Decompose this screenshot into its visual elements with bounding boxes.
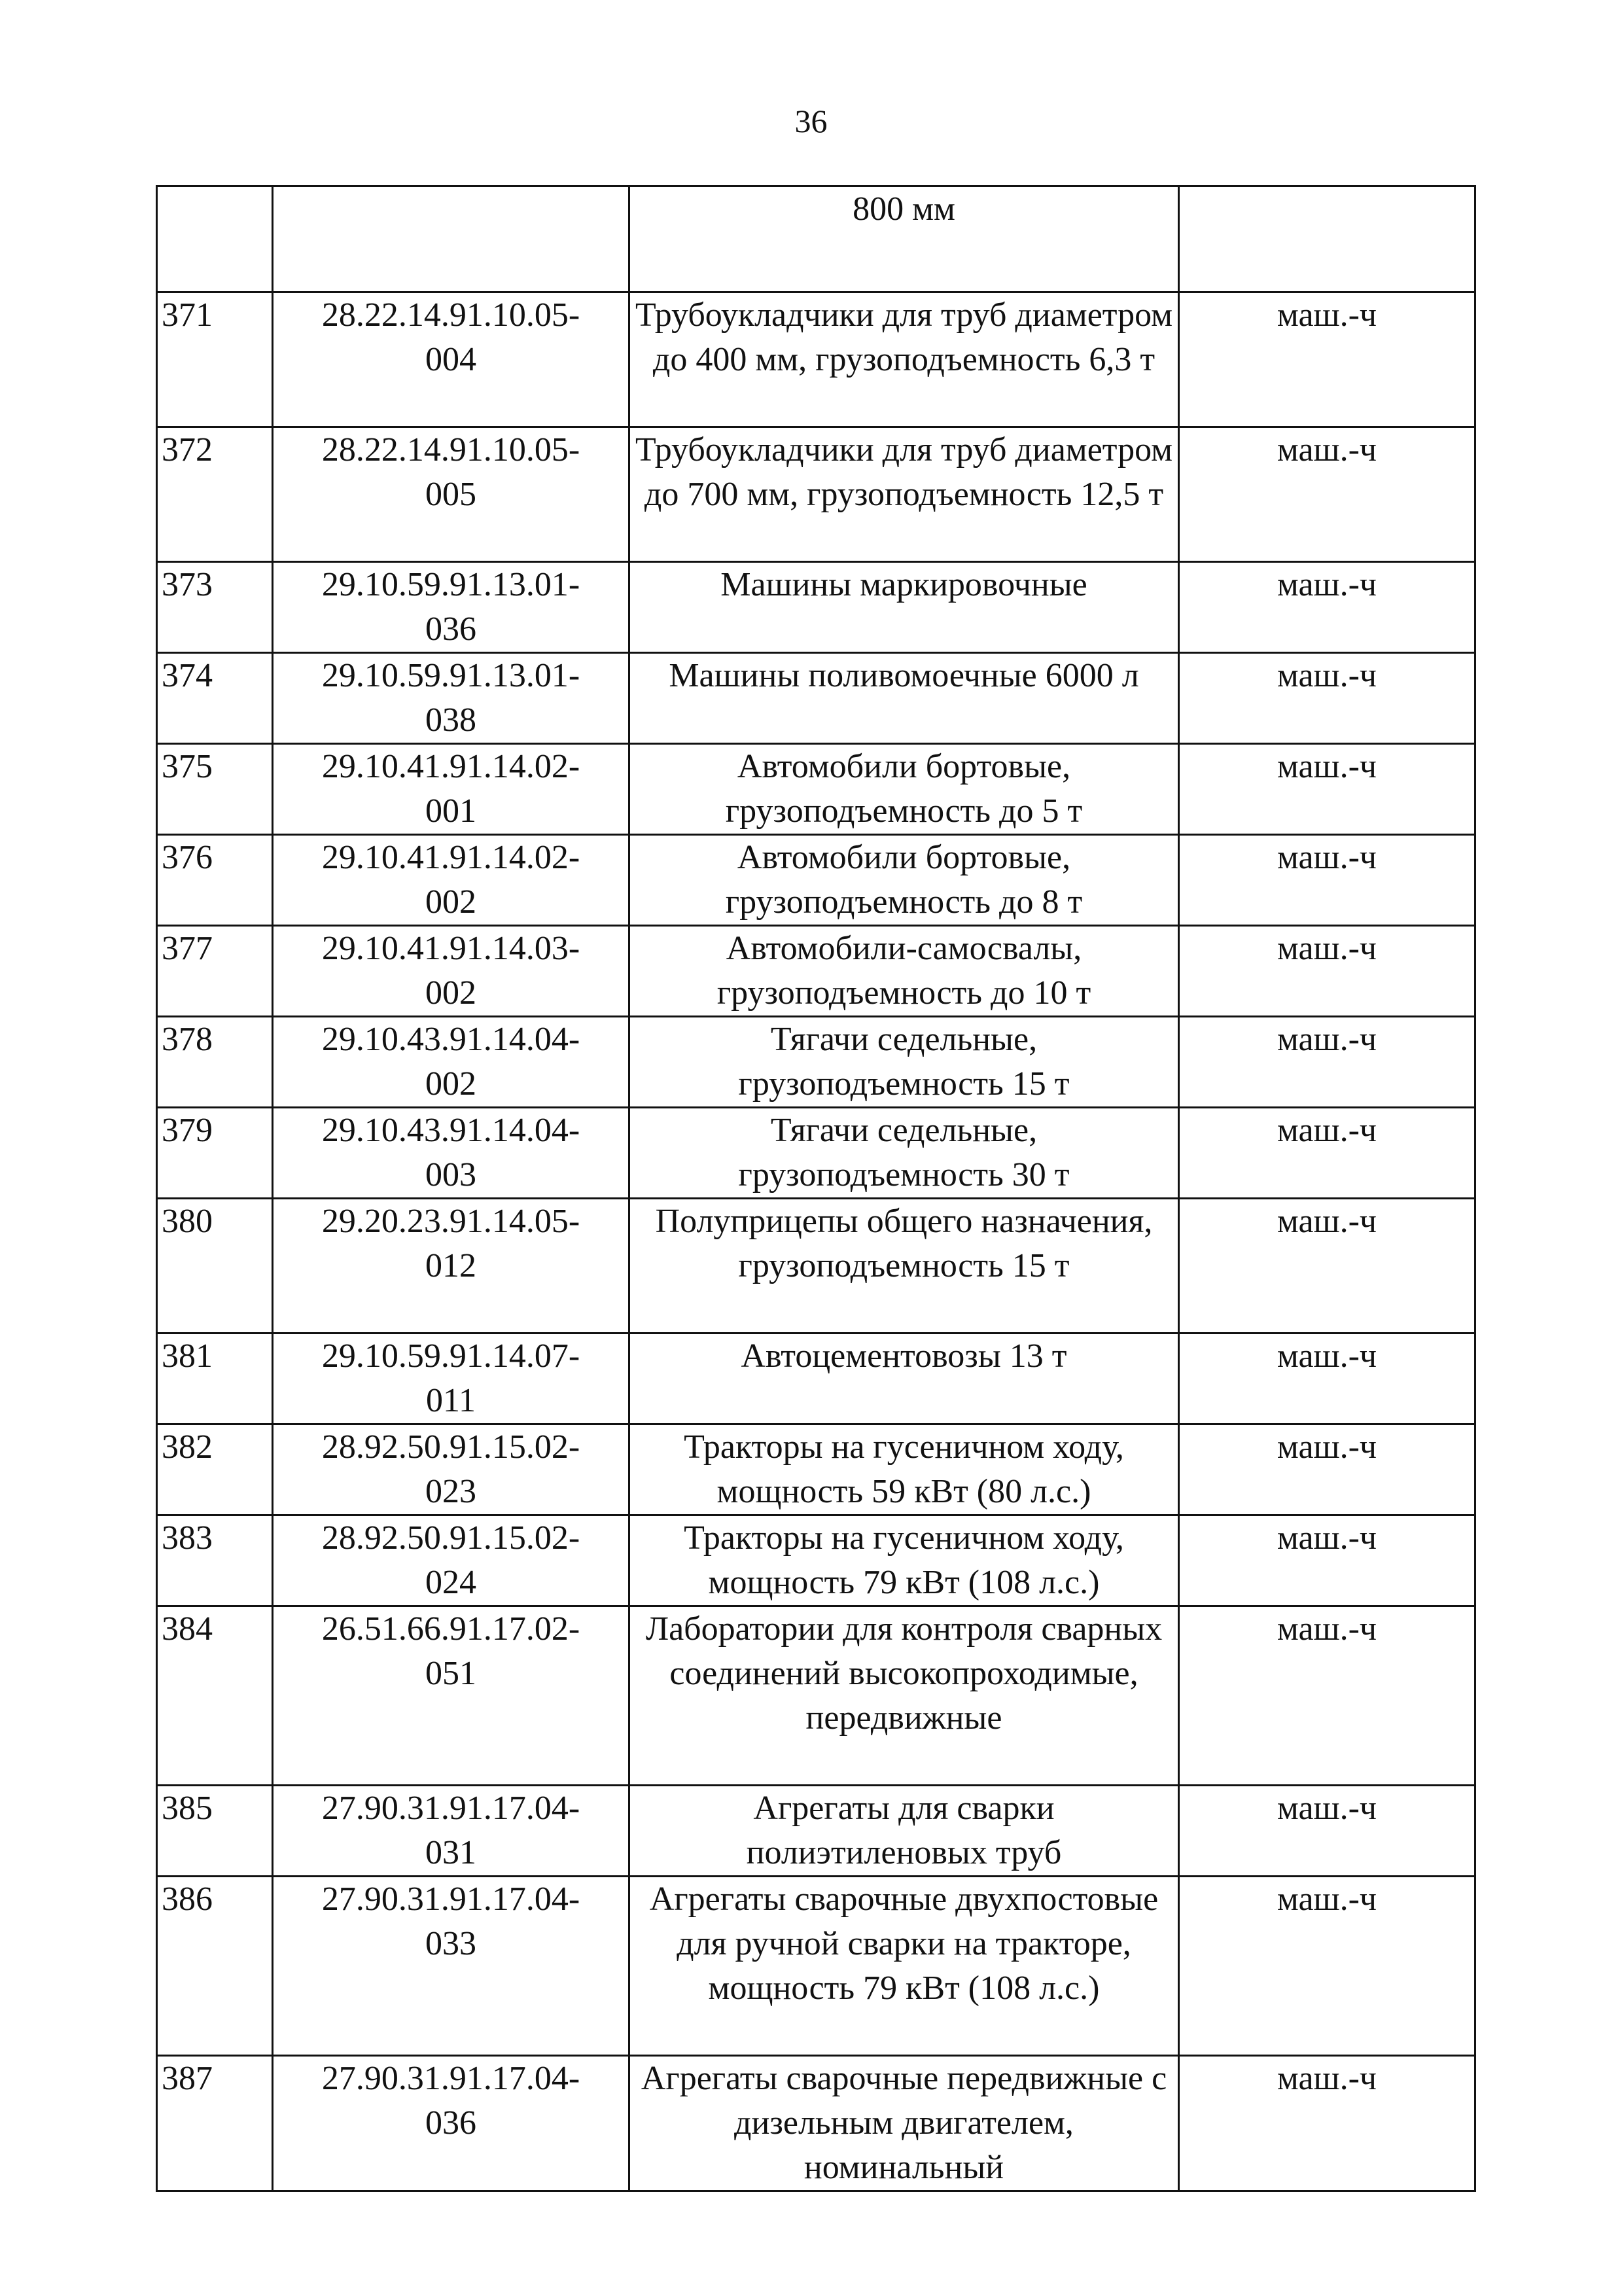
cell-name: Трубоукладчики для труб диаметром до 700 мм, грузоподъемность 12,5 т <box>629 427 1179 562</box>
cell-code <box>273 653 629 744</box>
cell-code <box>273 1786 629 1877</box>
cell-name: Автомобили бортовые, грузоподъемность до 5 т <box>629 744 1179 835</box>
cell-code <box>273 186 629 292</box>
code-part-2: 023 <box>425 1473 476 1510</box>
table-row <box>157 2056 1475 2191</box>
code-part-2: 038 <box>425 701 476 739</box>
table-row <box>157 562 1475 653</box>
code-part-2: 024 <box>425 1564 476 1601</box>
code-part-1: 28.22.14.91.10.05- <box>321 296 580 334</box>
code-part-1: 29.10.41.91.14.03- <box>321 930 580 967</box>
table-row <box>157 835 1475 926</box>
cell-code <box>273 292 629 427</box>
cell-unit: маш.-ч <box>1179 1333 1475 1424</box>
cell-num: 384 <box>157 1606 273 1786</box>
code-part-1: 27.90.31.91.17.04- <box>321 1881 580 1918</box>
cell-num: 382 <box>157 1424 273 1515</box>
table-row <box>157 186 1475 292</box>
code-part-1: 29.20.23.91.14.05- <box>321 1203 580 1240</box>
cell-code <box>273 1108 629 1199</box>
cell-name: Тягачи седельные, грузоподъемность 30 т <box>629 1108 1179 1199</box>
table-row <box>157 1017 1475 1108</box>
cell-unit: маш.-ч <box>1179 926 1475 1017</box>
cell-name: Агрегаты сварочные двухпостовые для ручной сварки на тракторе, мощность 79 кВт (108 л.с.) <box>629 1877 1179 2056</box>
cell-name: Автомобили-самосвалы, грузоподъемность до 10 т <box>629 926 1179 1017</box>
cell-num: 373 <box>157 562 273 653</box>
cell-code <box>273 562 629 653</box>
table-row <box>157 1108 1475 1199</box>
cell-code <box>273 1333 629 1424</box>
cell-num: 379 <box>157 1108 273 1199</box>
cell-unit: маш.-ч <box>1179 1017 1475 1108</box>
code-part-1: 29.10.41.91.14.02- <box>321 748 580 785</box>
code-part-1: 29.10.59.91.14.07- <box>321 1337 580 1375</box>
cell-name: Трубоукладчики для труб диаметром до 400 мм, грузоподъемность 6,3 т <box>629 292 1179 427</box>
code-part-2: 004 <box>425 341 476 378</box>
equipment-table <box>156 185 1476 2192</box>
cell-unit: маш.-ч <box>1179 653 1475 744</box>
code-part-2: 031 <box>425 1834 476 1871</box>
cell-name: Машины маркировочные <box>629 562 1179 653</box>
code-part-1: 27.90.31.91.17.04- <box>321 1790 580 1827</box>
cell-unit: маш.-ч <box>1179 562 1475 653</box>
cell-code <box>273 1424 629 1515</box>
code-part-2: 005 <box>425 476 476 513</box>
cell-unit: маш.-ч <box>1179 1515 1475 1606</box>
code-part-1: 27.90.31.91.17.04- <box>321 2060 580 2097</box>
cell-num: 383 <box>157 1515 273 1606</box>
code-part-2: 033 <box>425 1925 476 1962</box>
cell-name: Тракторы на гусеничном ходу, мощность 79 кВт (108 л.с.) <box>629 1515 1179 1606</box>
cell-num: 380 <box>157 1199 273 1333</box>
cell-code <box>273 926 629 1017</box>
cell-unit: маш.-ч <box>1179 1877 1475 2056</box>
cell-unit: маш.-ч <box>1179 1108 1475 1199</box>
code-part-2: 011 <box>425 1382 476 1419</box>
cell-name: 800 мм <box>629 186 1179 292</box>
cell-code <box>273 1877 629 2056</box>
cell-num: 371 <box>157 292 273 427</box>
cell-code <box>273 427 629 562</box>
table-row <box>157 1424 1475 1515</box>
cell-name: Автоцементовозы 13 т <box>629 1333 1179 1424</box>
code-part-1: 28.92.50.91.15.02- <box>321 1519 580 1557</box>
cell-num: 372 <box>157 427 273 562</box>
page-number: 36 <box>794 103 828 139</box>
cell-name: Тракторы на гусеничном ходу, мощность 59 кВт (80 л.с.) <box>629 1424 1179 1515</box>
code-part-1: 26.51.66.91.17.02- <box>321 1610 580 1648</box>
cell-code <box>273 744 629 835</box>
code-part-2: 036 <box>425 610 476 648</box>
cell-name: Полуприцепы общего назначения, грузоподъемность 15 т <box>629 1199 1179 1333</box>
cell-name: Агрегаты для сварки полиэтиленовых труб <box>629 1786 1179 1877</box>
cell-unit <box>1179 186 1475 292</box>
cell-unit: маш.-ч <box>1179 427 1475 562</box>
code-part-2: 002 <box>425 883 476 921</box>
code-part-1: 29.10.59.91.13.01- <box>321 657 580 694</box>
cell-code <box>273 1606 629 1786</box>
cell-num: 386 <box>157 1877 273 2056</box>
table-row <box>157 744 1475 835</box>
cell-code <box>273 1199 629 1333</box>
cell-name: Лаборатории для контроля сварных соединений высокопроходимые, передвижные <box>629 1606 1179 1786</box>
code-part-2: 012 <box>425 1247 476 1284</box>
code-part-2: 003 <box>425 1156 476 1193</box>
cell-unit: маш.-ч <box>1179 2056 1475 2191</box>
cell-num: 375 <box>157 744 273 835</box>
cell-name: Автомобили бортовые, грузоподъемность до 8 т <box>629 835 1179 926</box>
cell-code <box>273 2056 629 2191</box>
cell-num: 387 <box>157 2056 273 2191</box>
cell-code <box>273 1515 629 1606</box>
code-part-1: 29.10.43.91.14.04- <box>321 1112 580 1149</box>
table-row <box>157 926 1475 1017</box>
table-row <box>157 1515 1475 1606</box>
cell-unit: маш.-ч <box>1179 1786 1475 1877</box>
table-row <box>157 1877 1475 2056</box>
cell-unit: маш.-ч <box>1179 292 1475 427</box>
cell-unit: маш.-ч <box>1179 1424 1475 1515</box>
code-part-2: 036 <box>425 2104 476 2142</box>
cell-unit: маш.-ч <box>1179 835 1475 926</box>
cell-unit: маш.-ч <box>1179 1606 1475 1786</box>
cell-name: Агрегаты сварочные передвижные с дизельным двигателем, номинальный <box>629 2056 1179 2191</box>
code-part-2: 001 <box>425 792 476 830</box>
cell-code <box>273 1017 629 1108</box>
cell-num: 377 <box>157 926 273 1017</box>
cell-num: 381 <box>157 1333 273 1424</box>
table-row <box>157 1199 1475 1333</box>
table-row <box>157 1333 1475 1424</box>
cell-name: Машины поливомоечные 6000 л <box>629 653 1179 744</box>
cell-name: Тягачи седельные, грузоподъемность 15 т <box>629 1017 1179 1108</box>
code-part-2: 002 <box>425 1065 476 1103</box>
cell-unit: маш.-ч <box>1179 744 1475 835</box>
cell-num <box>157 186 273 292</box>
table-row <box>157 292 1475 427</box>
cell-num: 376 <box>157 835 273 926</box>
code-part-2: 002 <box>425 974 476 1012</box>
code-part-1: 29.10.43.91.14.04- <box>321 1021 580 1058</box>
code-part-1: 28.92.50.91.15.02- <box>321 1428 580 1466</box>
cell-num: 374 <box>157 653 273 744</box>
cell-num: 378 <box>157 1017 273 1108</box>
code-part-2: 051 <box>425 1655 476 1692</box>
table-row <box>157 653 1475 744</box>
table-row <box>157 427 1475 562</box>
cell-num: 385 <box>157 1786 273 1877</box>
table-row <box>157 1786 1475 1877</box>
code-part-1: 28.22.14.91.10.05- <box>321 431 580 468</box>
cell-unit: маш.-ч <box>1179 1199 1475 1333</box>
code-part-1: 29.10.41.91.14.02- <box>321 839 580 876</box>
table-row <box>157 1606 1475 1786</box>
cell-code <box>273 835 629 926</box>
code-part-1: 29.10.59.91.13.01- <box>321 566 580 603</box>
